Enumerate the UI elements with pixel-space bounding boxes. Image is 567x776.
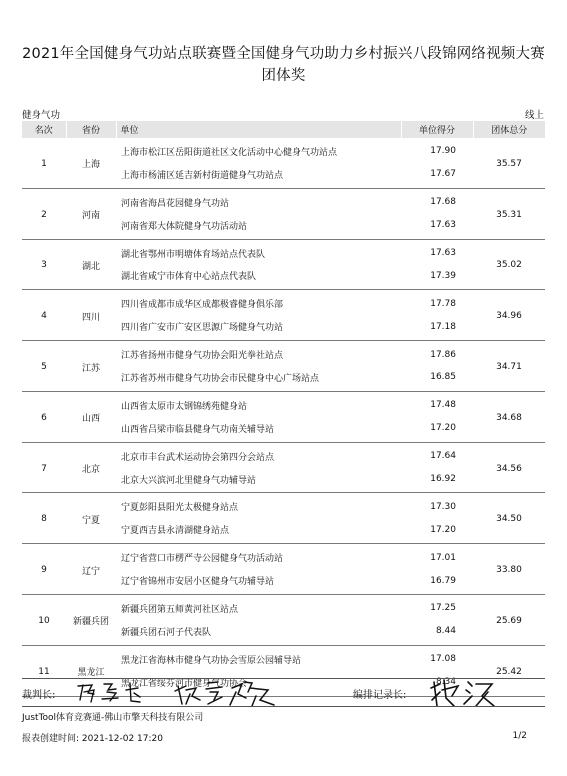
unit-name-cell: 北京市丰台武术运动协会第四分会站点 [121,452,275,463]
province-cell: 黑龙江 [66,645,116,696]
unit-name-cell: 上海市杨浦区延吉新村街道健身气功站点 [116,163,401,188]
unit-score-cell: 17.08 [430,654,456,665]
referee-label: 裁判长: [22,690,56,701]
rank-cell: 3 [22,239,66,290]
unit-score-cell: 17.18 [401,315,473,340]
province-cell: 宁夏 [66,493,116,544]
unit-score-cell: 8.34 [401,671,473,696]
team-total-cell: 35.57 [473,138,545,188]
team-total-cell: 25.69 [473,595,545,646]
unit-name-cell: 辽宁省营口市楞严寺公园健身气功活动站 [121,554,284,565]
unit-score-cell: 17.86 [430,349,456,360]
team-total-cell: 34.68 [473,391,545,442]
unit-name-cell: 山西省吕梁市临县健身气功南关辅导站 [116,417,401,442]
unit-score-cell: 17.20 [401,518,473,543]
table-header-row [22,121,545,138]
unit-name-cell: 北京大兴滨河北里健身气功辅导站 [116,468,401,493]
unit-score-cell: 16.92 [401,468,473,493]
table-row [22,595,545,620]
team-total-cell: 34.96 [473,290,545,341]
recorder-label: 编排记录长: [353,690,407,701]
unit-score-cell: 17.25 [430,603,456,614]
table-row [22,188,545,213]
unit-name-cell: 上海市松江区岳阳街道社区文化活动中心健身气功站点 [121,147,338,158]
rank-cell: 9 [22,544,66,595]
unit-name-cell: 湖北省鄂州市明塘体育场站点代表队 [121,249,266,260]
recorder-signature [428,676,500,710]
province-cell: 辽宁 [66,544,116,595]
rank-cell: 8 [22,493,66,544]
rank-cell: 11 [22,645,66,696]
event-category: 健身气功 [22,110,61,121]
table-row [22,391,545,416]
table-row [22,138,545,163]
unit-score-cell: 17.20 [401,417,473,442]
province-cell: 河南 [66,188,116,239]
unit-name-cell: 黑龙江省绥芬河市健身气功协会 [116,671,401,696]
unit-score-cell: 17.63 [430,248,456,258]
team-total-cell: 34.50 [473,493,545,544]
province-cell: 上海 [66,138,116,188]
referee-signature-2 [172,678,282,708]
province-cell: 四川 [66,290,116,341]
unit-score-cell: 17.67 [401,163,473,188]
table-row [22,645,545,670]
event-mode: 线上 [524,110,544,121]
unit-name-cell: 辽宁省锦州市安居小区健身气功辅导站 [116,569,401,594]
col-header-unit: 单位 [116,121,401,138]
team-total-cell: 25.42 [473,645,545,696]
unit-score-cell: 17.68 [430,197,456,208]
unit-score-cell: 17.39 [401,264,473,289]
province-cell: 湖北 [66,239,116,290]
province-cell: 山西 [66,391,116,442]
team-total-cell: 35.31 [473,188,545,239]
unit-score-cell: 17.78 [430,298,456,309]
unit-name-cell: 宁夏彭阳县阳光太极健身站点 [121,503,239,514]
unit-score-cell: 17.63 [401,214,473,239]
province-cell: 北京 [66,442,116,493]
rank-cell: 7 [22,442,66,493]
rank-cell: 4 [22,290,66,341]
referee-signature-1 [74,680,162,704]
rank-cell: 1 [22,138,66,188]
unit-score-cell: 17.48 [430,400,456,411]
col-header-province: 省份 [66,121,116,138]
report-subtitle: 团体奖 [261,68,306,84]
table-row [22,341,545,366]
unit-name-cell: 江苏省苏州市健身气功协会市民健身中心广场站点 [116,366,401,391]
footer-divider-bottom [22,706,545,707]
team-total-cell: 33.80 [473,544,545,595]
table-row [22,493,545,518]
results-body [22,138,545,696]
unit-name-cell: 新疆兵团第五师黄河社区站点 [121,604,239,615]
unit-score-cell: 16.79 [401,569,473,594]
unit-score-cell: 17.01 [430,552,456,563]
rank-cell: 10 [22,595,66,646]
unit-name-cell: 四川省成都市成华区成都极睿健身俱乐部 [121,300,284,311]
province-cell: 江苏 [66,341,116,392]
province-cell: 新疆兵团 [66,595,116,646]
unit-score-cell: 17.90 [430,146,456,157]
unit-name-cell: 四川省广安市广安区思源广场健身气功站 [116,315,401,340]
created-timestamp: 报表创建时间: 2021-12-02 17:20 [22,734,163,744]
unit-name-cell: 新疆兵团石河子代表队 [116,620,401,645]
table-row [22,544,545,569]
unit-name-cell: 山西省太原市太钢锦绣苑健身站 [121,401,248,412]
rank-cell: 6 [22,391,66,442]
results-table [22,121,545,697]
unit-score-cell: 17.64 [430,451,456,462]
team-total-cell: 34.71 [473,341,545,392]
team-total-cell: 34.56 [473,442,545,493]
table-row [22,442,545,467]
table-row [22,290,545,315]
team-total-cell: 35.02 [473,239,545,290]
col-header-unit-score: 单位得分 [401,121,473,138]
unit-name-cell: 宁夏西吉县永清湖健身站点 [116,518,401,543]
unit-name-cell: 江苏省扬州市健身气功协会阳光拳社站点 [121,351,284,362]
company-credit: JustTool体育竞赛通-佛山市擎天科技有限公司 [22,713,204,723]
unit-score-cell: 17.30 [430,501,456,512]
table-row [22,239,545,264]
rank-cell: 2 [22,188,66,239]
col-header-team-total: 团体总分 [473,121,545,138]
unit-name-cell: 黑龙江省海林市健身气功协会雪原公园辅导站 [121,655,302,666]
rank-cell: 5 [22,341,66,392]
col-header-rank: 名次 [22,121,66,138]
unit-score-cell: 16.85 [401,366,473,391]
unit-name-cell: 河南省郑大体院健身气功活动站 [116,214,401,239]
unit-score-cell: 8.44 [401,620,473,645]
unit-name-cell: 湖北省咸宁市体育中心站点代表队 [116,264,401,289]
report-title: 2021年全国健身气功站点联赛暨全国健身气功助力乡村振兴八段锦网络视频大赛 [22,46,545,62]
unit-name-cell: 河南省海昌花园健身气功站 [121,198,230,209]
page-number: 1/2 [512,731,527,741]
